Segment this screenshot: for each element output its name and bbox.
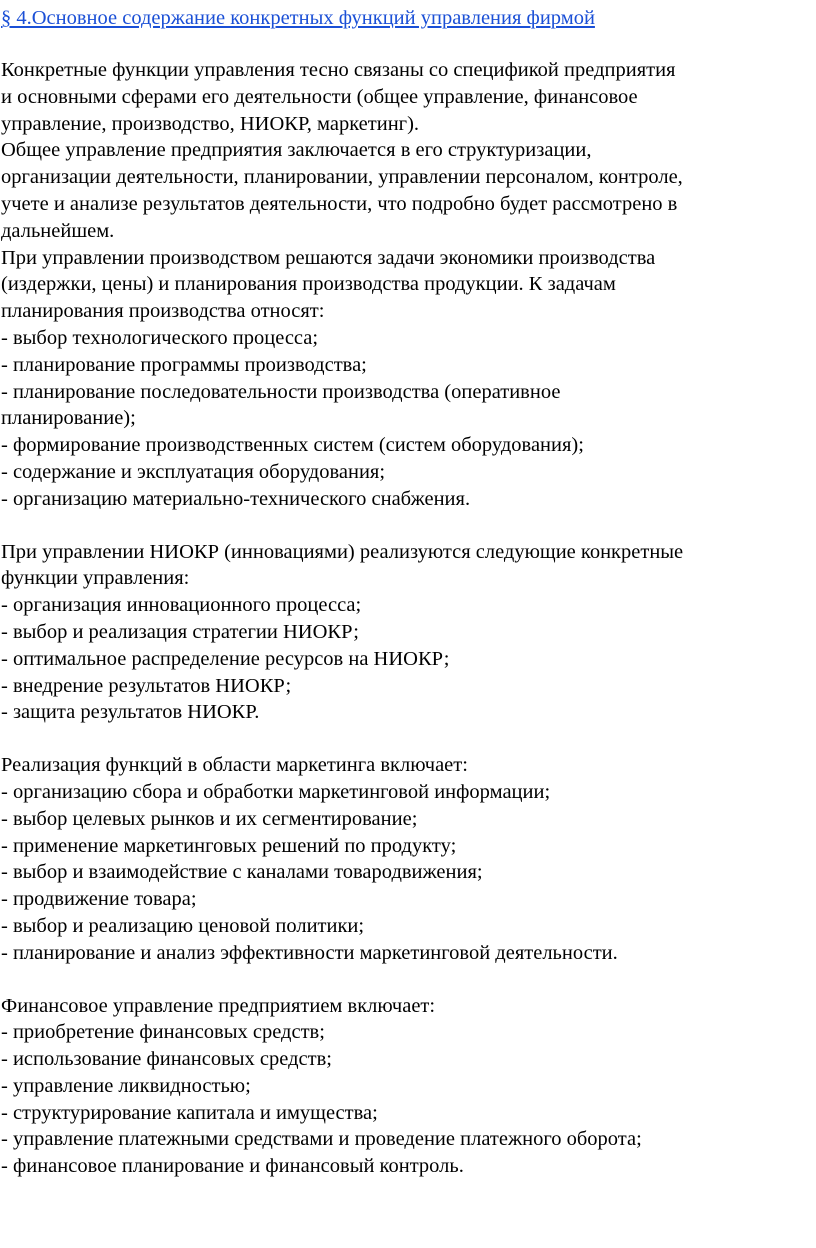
text-line: Реализация функций в области маркетинга включает: [1,754,468,777]
list-item: - использование финансовых средств; [1,1048,332,1071]
list-item: - выбор и реализацию ценовой политики; [1,914,365,937]
text-line: функции управления: [1,567,190,590]
text-line: Конкретные функции управления тесно связаны со спецификой предприятия [1,59,676,81]
list-item: - выбор и реализация стратегии НИОКР; [1,620,359,643]
list-item: - финансовое планирование и финансовый контроль. [1,1155,464,1178]
list-item: планирование); [1,407,136,430]
list-item: - защита результатов НИОКР. [1,701,260,724]
spacer [1,726,816,752]
list-item: - планирование и анализ эффективности маркетинговой деятельности. [1,941,618,964]
list-item: - продвижение товара; [1,888,197,911]
text-line: При управлении производством решаются задачи экономики производства [1,246,656,269]
list-item: - организацию сбора и обработки маркетинговой информации; [1,780,551,803]
list-item: - применение маркетинговых решений по продукту; [1,834,457,857]
list-item: - формирование производственных систем (систем оборудования); [1,434,584,457]
list-item: - выбор и взаимодействие с каналами товародвижения; [1,861,483,884]
list-item: - оптимальное распределение ресурсов на НИОКР; [1,647,450,670]
list-item: - структурирование капитала и имущества; [1,1101,378,1124]
paragraph-finance [1,993,816,1181]
spacer [1,513,816,539]
text-line: планирования производства относят: [1,300,325,323]
paragraph-rnd [1,539,816,727]
list-item: - организация инновационного процесса; [1,594,362,617]
text-line: организации деятельности, планировании, управлении персоналом, контроле, [1,166,683,189]
list-item: - организацию материально-технического снабжения. [1,487,471,510]
paragraph-intro [1,57,816,513]
text-line: (издержки, цены) и планирования производства продукции. К задачам [1,273,616,296]
list-item: - внедрение результатов НИОКР; [1,674,292,697]
text-line: дальнейшем. [1,219,115,242]
paragraph-marketing [1,752,816,966]
text-line: управление, производство, НИОКР, маркетинг). [1,112,420,135]
list-item: - управление ликвидностью; [1,1074,251,1097]
list-item: - выбор технологического процесса; [1,326,319,349]
list-item: - приобретение финансовых средств; [1,1021,325,1044]
spacer [1,31,816,57]
list-item: - планирование последовательности производства (оперативное [1,380,561,403]
list-item: - выбор целевых рынков и их сегментирование; [1,807,418,830]
text-line: учете и анализе результатов деятельности, что подробно будет рассмотрено в [1,192,678,215]
list-item: - управление платежными средствами и проведение платежного оборота; [1,1128,642,1151]
section-title-link[interactable]: § 4.Основное содержание конкретных функций управления фирмой [1,7,595,29]
list-item: - планирование программы производства; [1,353,367,376]
list-item: - содержание и эксплуатация оборудования; [1,460,386,483]
spacer [1,967,816,993]
text-line: При управлении НИОКР (инновациями) реализуются следующие конкретные [1,540,684,563]
text-line: и основными сферами его деятельности (общее управление, финансовое [1,85,638,108]
text-line: Финансовое управление предприятием включает: [1,994,436,1017]
text-line: Общее управление предприятия заключается в его структуризации, [1,139,592,162]
